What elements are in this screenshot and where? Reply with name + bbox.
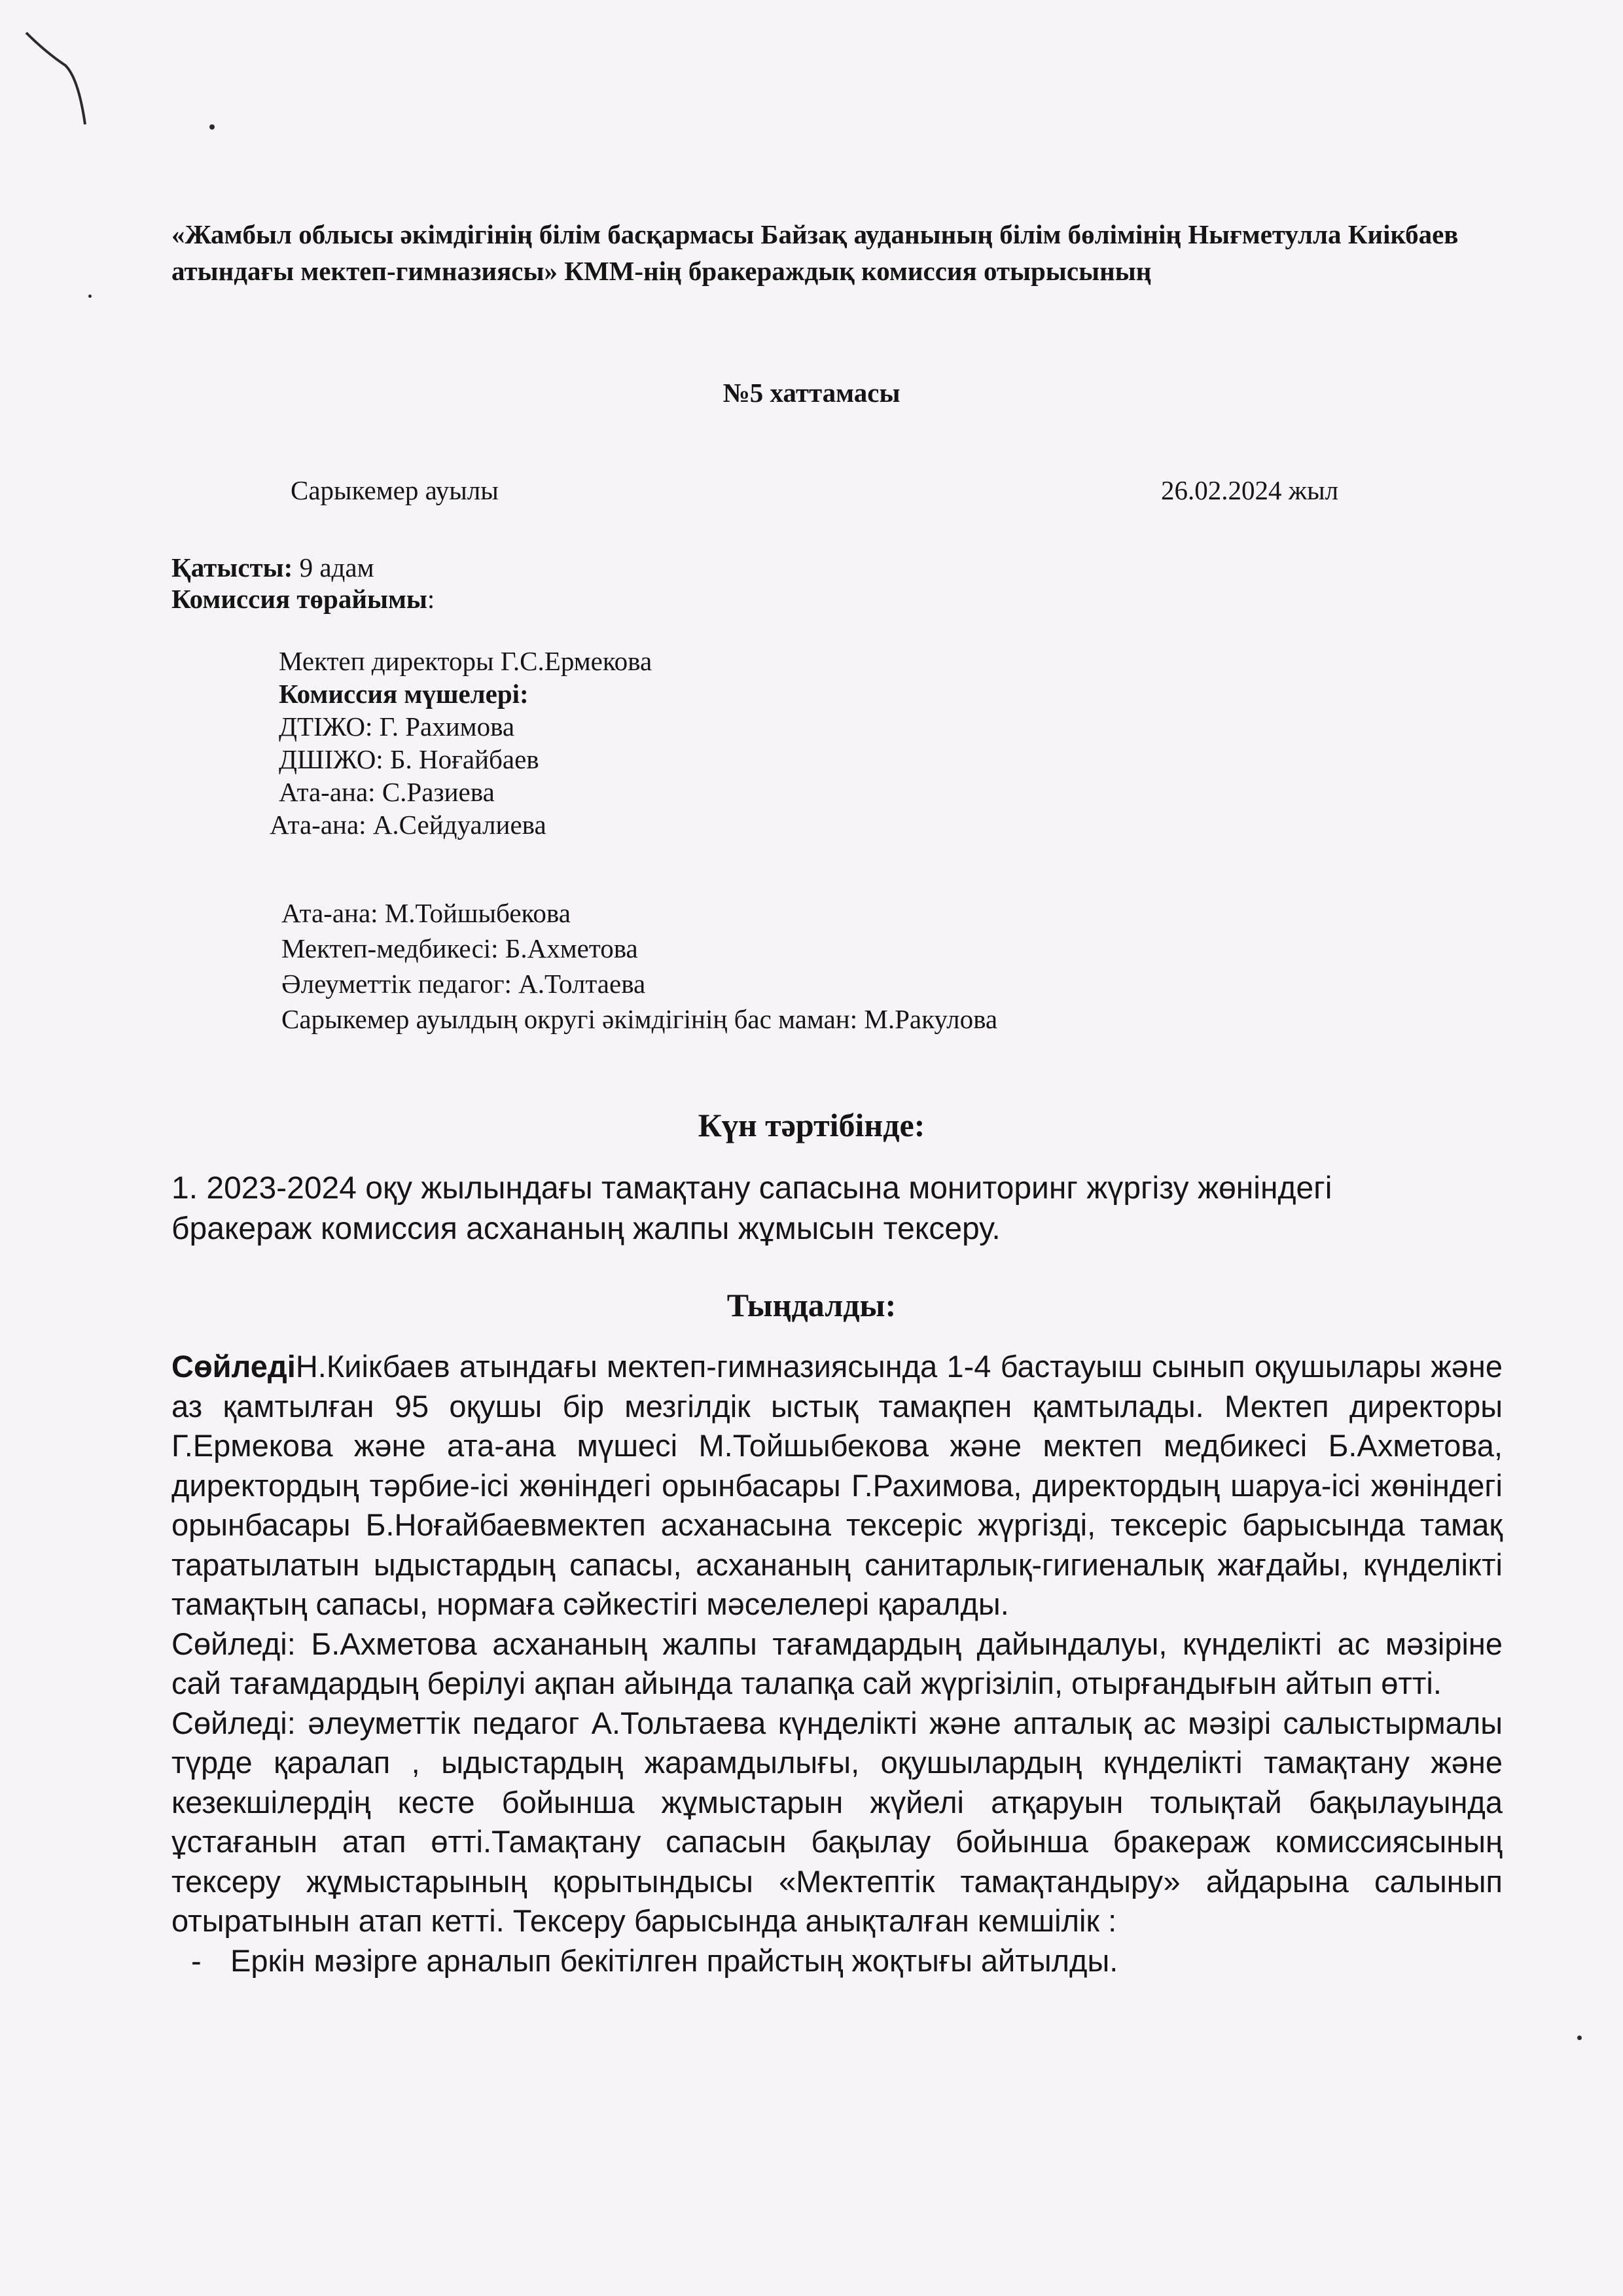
- member: Ата-ана: М.Тойшыбекова: [281, 898, 571, 928]
- attendance-block: [171, 552, 435, 615]
- minutes-body: [171, 1347, 1503, 1981]
- commission-members-more: [281, 895, 997, 1037]
- chair-label: Комиссия төрайымы: [171, 584, 427, 614]
- member: ДШІЖО: Б. Ноғайбаев: [279, 744, 539, 774]
- member: Сарыкемер ауылдың округі әкімдігінің бас маман: М.Ракулова: [281, 1004, 998, 1034]
- place: Сарыкемер ауылы: [291, 475, 499, 505]
- commission-members: [270, 645, 652, 841]
- heard-heading: Тыңдалды:: [726, 1287, 897, 1323]
- paragraph: Сөйледі: Б.Ахметова асхананың жалпы тағамдардың дайындалуы, күнделікті ас мәзіріне сай тағамдардың берілуі ақпан айында талапқа сай жүргізіліп, отырғандығын айтып өтті.: [171, 1626, 1503, 1700]
- scan-speck: [209, 124, 215, 130]
- paragraph-text: Н.Киікбаев атындағы мектеп-гимназиясында 1-4 бастауыш сынып оқушылары және аз қамтылған 95 оқушы бір мезгілдік ыстық тамақпен қамтылады. Мектеп директоры Г.Ермекова және ата-ана мүшесі М.Тойшыбекова және мектеп медбикесі Б.Ахметова, директордың тәрбие-ісі жөніндегі орынбасары Г.Рахимова, директордың шаруа-ісі жөніндегі орынбасары Б.Ноғайбаевмектеп асханасына тексеріс жүргізді, тексеріс барысында тамақ таратылатын ыдыстардың сапасы, асхананың санитарлық-гигиеналық жағдайы, күнделікті тамақтың сапасы, нормаға сәйкестігі мәселелері қаралды.: [171, 1349, 1503, 1621]
- member: ДТІЖО: Г. Рахимова: [279, 711, 515, 742]
- staple-mark: [20, 26, 98, 131]
- chair-colon: :: [427, 584, 435, 614]
- protocol-number: №5 хаттамасы: [722, 378, 901, 408]
- attendance-value: 9 адам: [293, 552, 374, 583]
- chair-name: Мектеп директоры Г.С.Ермекова: [279, 646, 652, 676]
- scan-speck: [88, 295, 92, 298]
- list-item-text: Еркін мәзірге арналып бекітілген прайстың жоқтығы айтылды.: [230, 1943, 1118, 1978]
- member: Мектеп-медбикесі: Б.Ахметова: [281, 933, 638, 963]
- document-title: «Жамбыл облысы әкімдігінің білім басқармасы Байзақ ауданының білім бөлімінің Нығметулла Киікбаев атындағы мектеп-гимназиясы» КММ-нің бракераждық комиссия отырысының: [171, 219, 1459, 286]
- member: Әлеуметтік педагог: А.Толтаева: [281, 969, 646, 999]
- agenda-item: 1. 2023-2024 оқу жылындағы тамақтану сапасына мониторинг жүргізу жөніндегі бракераж комиссия асхананың жалпы жұмысын тексеру.: [171, 1171, 1332, 1246]
- member: Ата-ана: С.Разиева: [279, 777, 495, 807]
- speaker-label: Сөйледі: [171, 1349, 296, 1384]
- members-label: Комиссия мүшелері:: [279, 679, 529, 709]
- list-item: [191, 1941, 1503, 1981]
- agenda-heading: Күн тәртібінде:: [698, 1107, 925, 1143]
- paragraph: Сөйледі: әлеуметтік педагог А.Тольтаева күнделікті және апталық ас мәзірі салыстырмалы түрде қаралап , ыдыстардың жарамдылығы, оқушылардың күнделікті тамақтану және кезекшілердің кесте бойынша жұмыстарын жүйелі атқаруын толықтай бақылауында ұстағанын атап өтті.Тамақтану сапасын бақылау бойынша бракераж комиссиясының тексеру жұмыстарының қорытындысы «Мектептік тамақтандыру» айдарына салынып отыратынын атап кетті. Тексеру барысында анықталған кемшілік :: [171, 1705, 1503, 1938]
- bullet-dash: -: [191, 1943, 202, 1978]
- paragraph: [171, 1347, 1503, 1624]
- attendance-label: Қатысты:: [171, 552, 293, 583]
- date: 26.02.2024 жыл: [1161, 475, 1339, 505]
- scan-speck: [1577, 2036, 1582, 2040]
- member: Ата-ана: А.Сейдуалиева: [270, 810, 546, 840]
